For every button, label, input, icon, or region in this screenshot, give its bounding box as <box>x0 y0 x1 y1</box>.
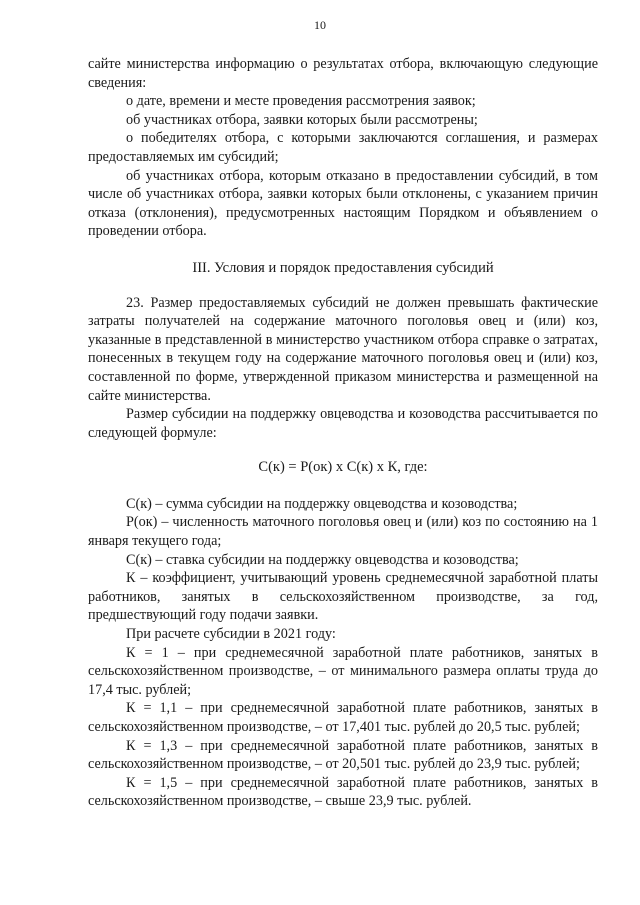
paragraph: С(к) – сумма субсидии на поддержку овцеводства и козоводства; <box>126 495 518 512</box>
paragraph: об участниках отбора, которым отказано в предоставлении субсидий, в том числе об участниках отбора, заявки которых были отклонены, с указанием причин отказа (отклонения), предусмотренных настоящим Порядком и объявлением о проведении отбора. <box>88 167 598 240</box>
paragraph: Р(ок) – численность маточного поголовья овец и (или) коз по состоянию на 1 января текущего года; <box>88 514 598 550</box>
section-heading: III. Условия и порядок предоставления субсидий <box>192 259 494 276</box>
paragraph: При расчете субсидии в 2021 году: <box>126 626 336 643</box>
paragraph: К = 1 – при среднемесячной заработной плате работников, занятых в сельскохозяйственном производстве, – от минимального размера оплаты труда до 17,4 тыс. рублей; <box>88 644 598 698</box>
paragraph: о победителях отбора, с которыми заключаются соглашения, и размерах предоставляемых им субсидий; <box>88 130 598 165</box>
paragraph: К = 1,3 – при среднемесячной заработной плате работников, занятых в сельскохозяйственном производстве, – от 20,501 тыс. рублей до 23,9 тыс. рублей; <box>88 737 598 773</box>
paragraph: сайте министерства информацию о результатах отбора, включающую следующие сведения: <box>88 56 598 91</box>
page-number: 10 <box>314 18 326 32</box>
paragraph: К = 1,5 – при среднемесячной заработной плате работников, занятых в сельскохозяйственном производстве, – свыше 23,9 тыс. рублей. <box>88 774 598 810</box>
formula: С(к) = Р(ок) х С(к) х К, где: <box>258 459 428 476</box>
paragraph: К – коэффициент, учитывающий уровень среднемесячной заработной платы работников, занятых в сельскохозяйственном производстве, за год, предшествующий году подачи заявки. <box>88 570 598 624</box>
paragraph: об участниках отбора, заявки которых были рассмотрены; <box>126 111 478 128</box>
paragraph: 23. Размер предоставляемых субсидий не должен превышать фактические затраты получателей на содержание маточного поголовья овец и (или) коз, указанные в представленной в министерство участником отбора справке о затратах, понесенных в текущем году на содержание маточного поголовья овец и (или) коз, составленной по форме, утвержденной приказом министерства и размещенной на сайте министерства. <box>88 294 598 404</box>
document-body <box>88 55 598 811</box>
paragraph: Размер субсидии на поддержку овцеводства и козоводства рассчитывается по следующей формуле: <box>88 406 598 441</box>
paragraph: К = 1,1 – при среднемесячной заработной плате работников, занятых в сельскохозяйственном производстве, – от 17,401 тыс. рублей до 20,5 тыс. рублей; <box>88 700 598 735</box>
paragraph: о дате, времени и месте проведения рассмотрения заявок; <box>126 93 476 110</box>
paragraph: С(к) – ставка субсидии на поддержку овцеводства и козоводства; <box>126 551 519 568</box>
